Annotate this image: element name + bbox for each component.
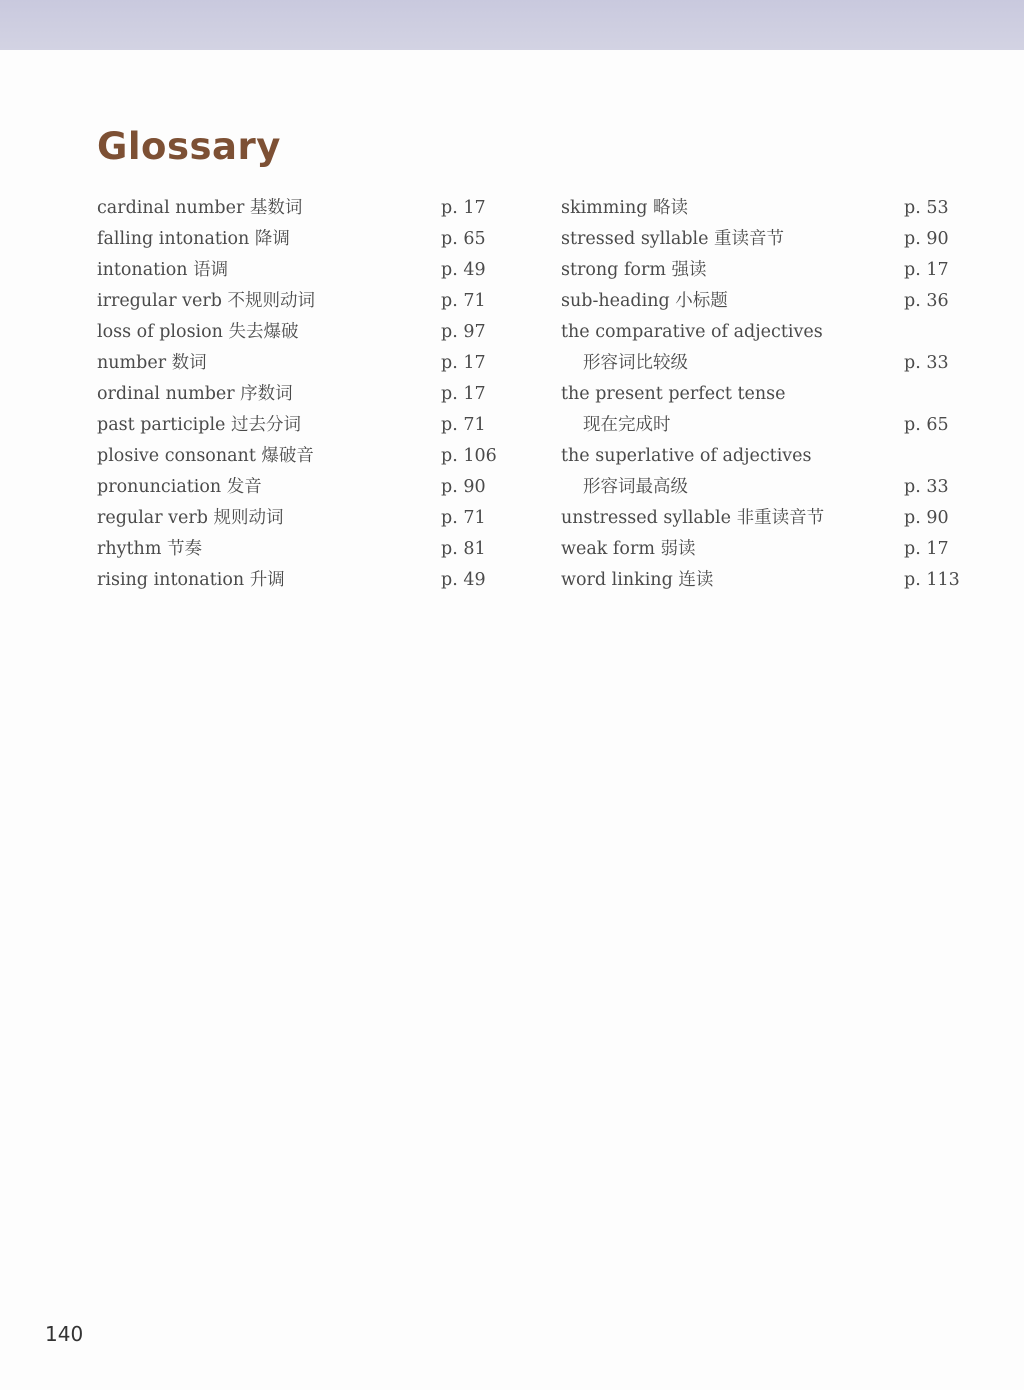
glossary-entry <box>97 193 507 224</box>
glossary-term: past participle 过去分词 <box>97 415 301 435</box>
glossary-page-ref: p. 17 <box>441 353 486 373</box>
glossary-page-ref: p. 33 <box>904 353 949 373</box>
glossary-entry <box>97 379 507 410</box>
glossary-term: ordinal number 序数词 <box>97 384 293 404</box>
glossary-term: word linking 连读 <box>561 570 714 590</box>
page-title: Glossary <box>97 125 281 168</box>
glossary-entry <box>561 534 971 565</box>
glossary-page-ref: p. 71 <box>441 291 486 311</box>
glossary-term: sub-heading 小标题 <box>561 291 728 311</box>
glossary-entry <box>561 565 971 596</box>
glossary-page-ref: p. 81 <box>441 539 486 559</box>
glossary-term: unstressed syllable 非重读音节 <box>561 508 825 528</box>
glossary-page-ref: p. 90 <box>441 477 486 497</box>
glossary-term: falling intonation 降调 <box>97 229 290 249</box>
glossary-entry <box>97 224 507 255</box>
glossary-page-ref: p. 71 <box>441 415 486 435</box>
glossary-page-ref: p. 49 <box>441 570 486 590</box>
glossary-page-ref: p. 36 <box>904 291 949 311</box>
glossary-term: stressed syllable 重读音节 <box>561 229 785 249</box>
page-number: 140 <box>45 1322 84 1346</box>
glossary-entry <box>97 255 507 286</box>
glossary-term: loss of plosion 失去爆破 <box>97 322 299 342</box>
glossary-entry <box>561 255 971 286</box>
glossary-term: strong form 强读 <box>561 260 707 280</box>
glossary-term: skimming 略读 <box>561 198 689 218</box>
glossary-translation: 现在完成时 <box>583 415 671 435</box>
glossary-page-ref: p. 113 <box>904 570 960 590</box>
glossary-term: the present perfect tense <box>561 384 786 404</box>
glossary-term: rhythm 节奏 <box>97 539 202 559</box>
glossary-entry <box>561 503 971 534</box>
glossary-entry <box>97 565 507 596</box>
glossary-page-ref: p. 53 <box>904 198 949 218</box>
glossary-page-ref: p. 90 <box>904 229 949 249</box>
glossary-term: number 数词 <box>97 353 207 373</box>
glossary-term: weak form 弱读 <box>561 539 696 559</box>
glossary-entry <box>97 286 507 317</box>
glossary-page-ref: p. 65 <box>904 415 949 435</box>
glossary-column-right <box>561 193 971 596</box>
glossary-entry <box>561 317 971 379</box>
glossary-entry <box>561 193 971 224</box>
glossary-page-ref: p. 71 <box>441 508 486 528</box>
glossary-entry <box>561 286 971 317</box>
glossary-page-ref: p. 90 <box>904 508 949 528</box>
glossary-term: irregular verb 不规则动词 <box>97 291 315 311</box>
glossary-page-ref: p. 65 <box>441 229 486 249</box>
glossary-entry <box>97 472 507 503</box>
glossary-term: intonation 语调 <box>97 260 229 280</box>
glossary-column-left <box>97 193 507 596</box>
glossary-entry <box>561 379 971 441</box>
glossary-page-ref: p. 17 <box>441 384 486 404</box>
glossary-term: plosive consonant 爆破音 <box>97 446 314 466</box>
glossary-term: the comparative of adjectives <box>561 322 823 342</box>
glossary-page-ref: p. 97 <box>441 322 486 342</box>
glossary-entry <box>561 441 971 503</box>
glossary-term: cardinal number 基数词 <box>97 198 303 218</box>
glossary-term: regular verb 规则动词 <box>97 508 284 528</box>
glossary-entry <box>97 410 507 441</box>
glossary-translation: 形容词最高级 <box>583 477 688 497</box>
glossary-entry <box>97 317 507 348</box>
top-color-band <box>0 0 1024 50</box>
glossary-term: rising intonation 升调 <box>97 570 285 590</box>
glossary-translation: 形容词比较级 <box>583 353 688 373</box>
glossary-entry <box>97 534 507 565</box>
glossary-entry <box>561 224 971 255</box>
glossary-page-ref: p. 106 <box>441 446 497 466</box>
glossary-page-ref: p. 49 <box>441 260 486 280</box>
glossary-entry <box>97 441 507 472</box>
glossary-term: the superlative of adjectives <box>561 446 812 466</box>
glossary-term: pronunciation 发音 <box>97 477 262 497</box>
glossary-entry <box>97 503 507 534</box>
glossary-entry <box>97 348 507 379</box>
glossary-page-ref: p. 33 <box>904 477 949 497</box>
glossary-page-ref: p. 17 <box>904 260 949 280</box>
glossary-page-ref: p. 17 <box>441 198 486 218</box>
glossary-page-ref: p. 17 <box>904 539 949 559</box>
